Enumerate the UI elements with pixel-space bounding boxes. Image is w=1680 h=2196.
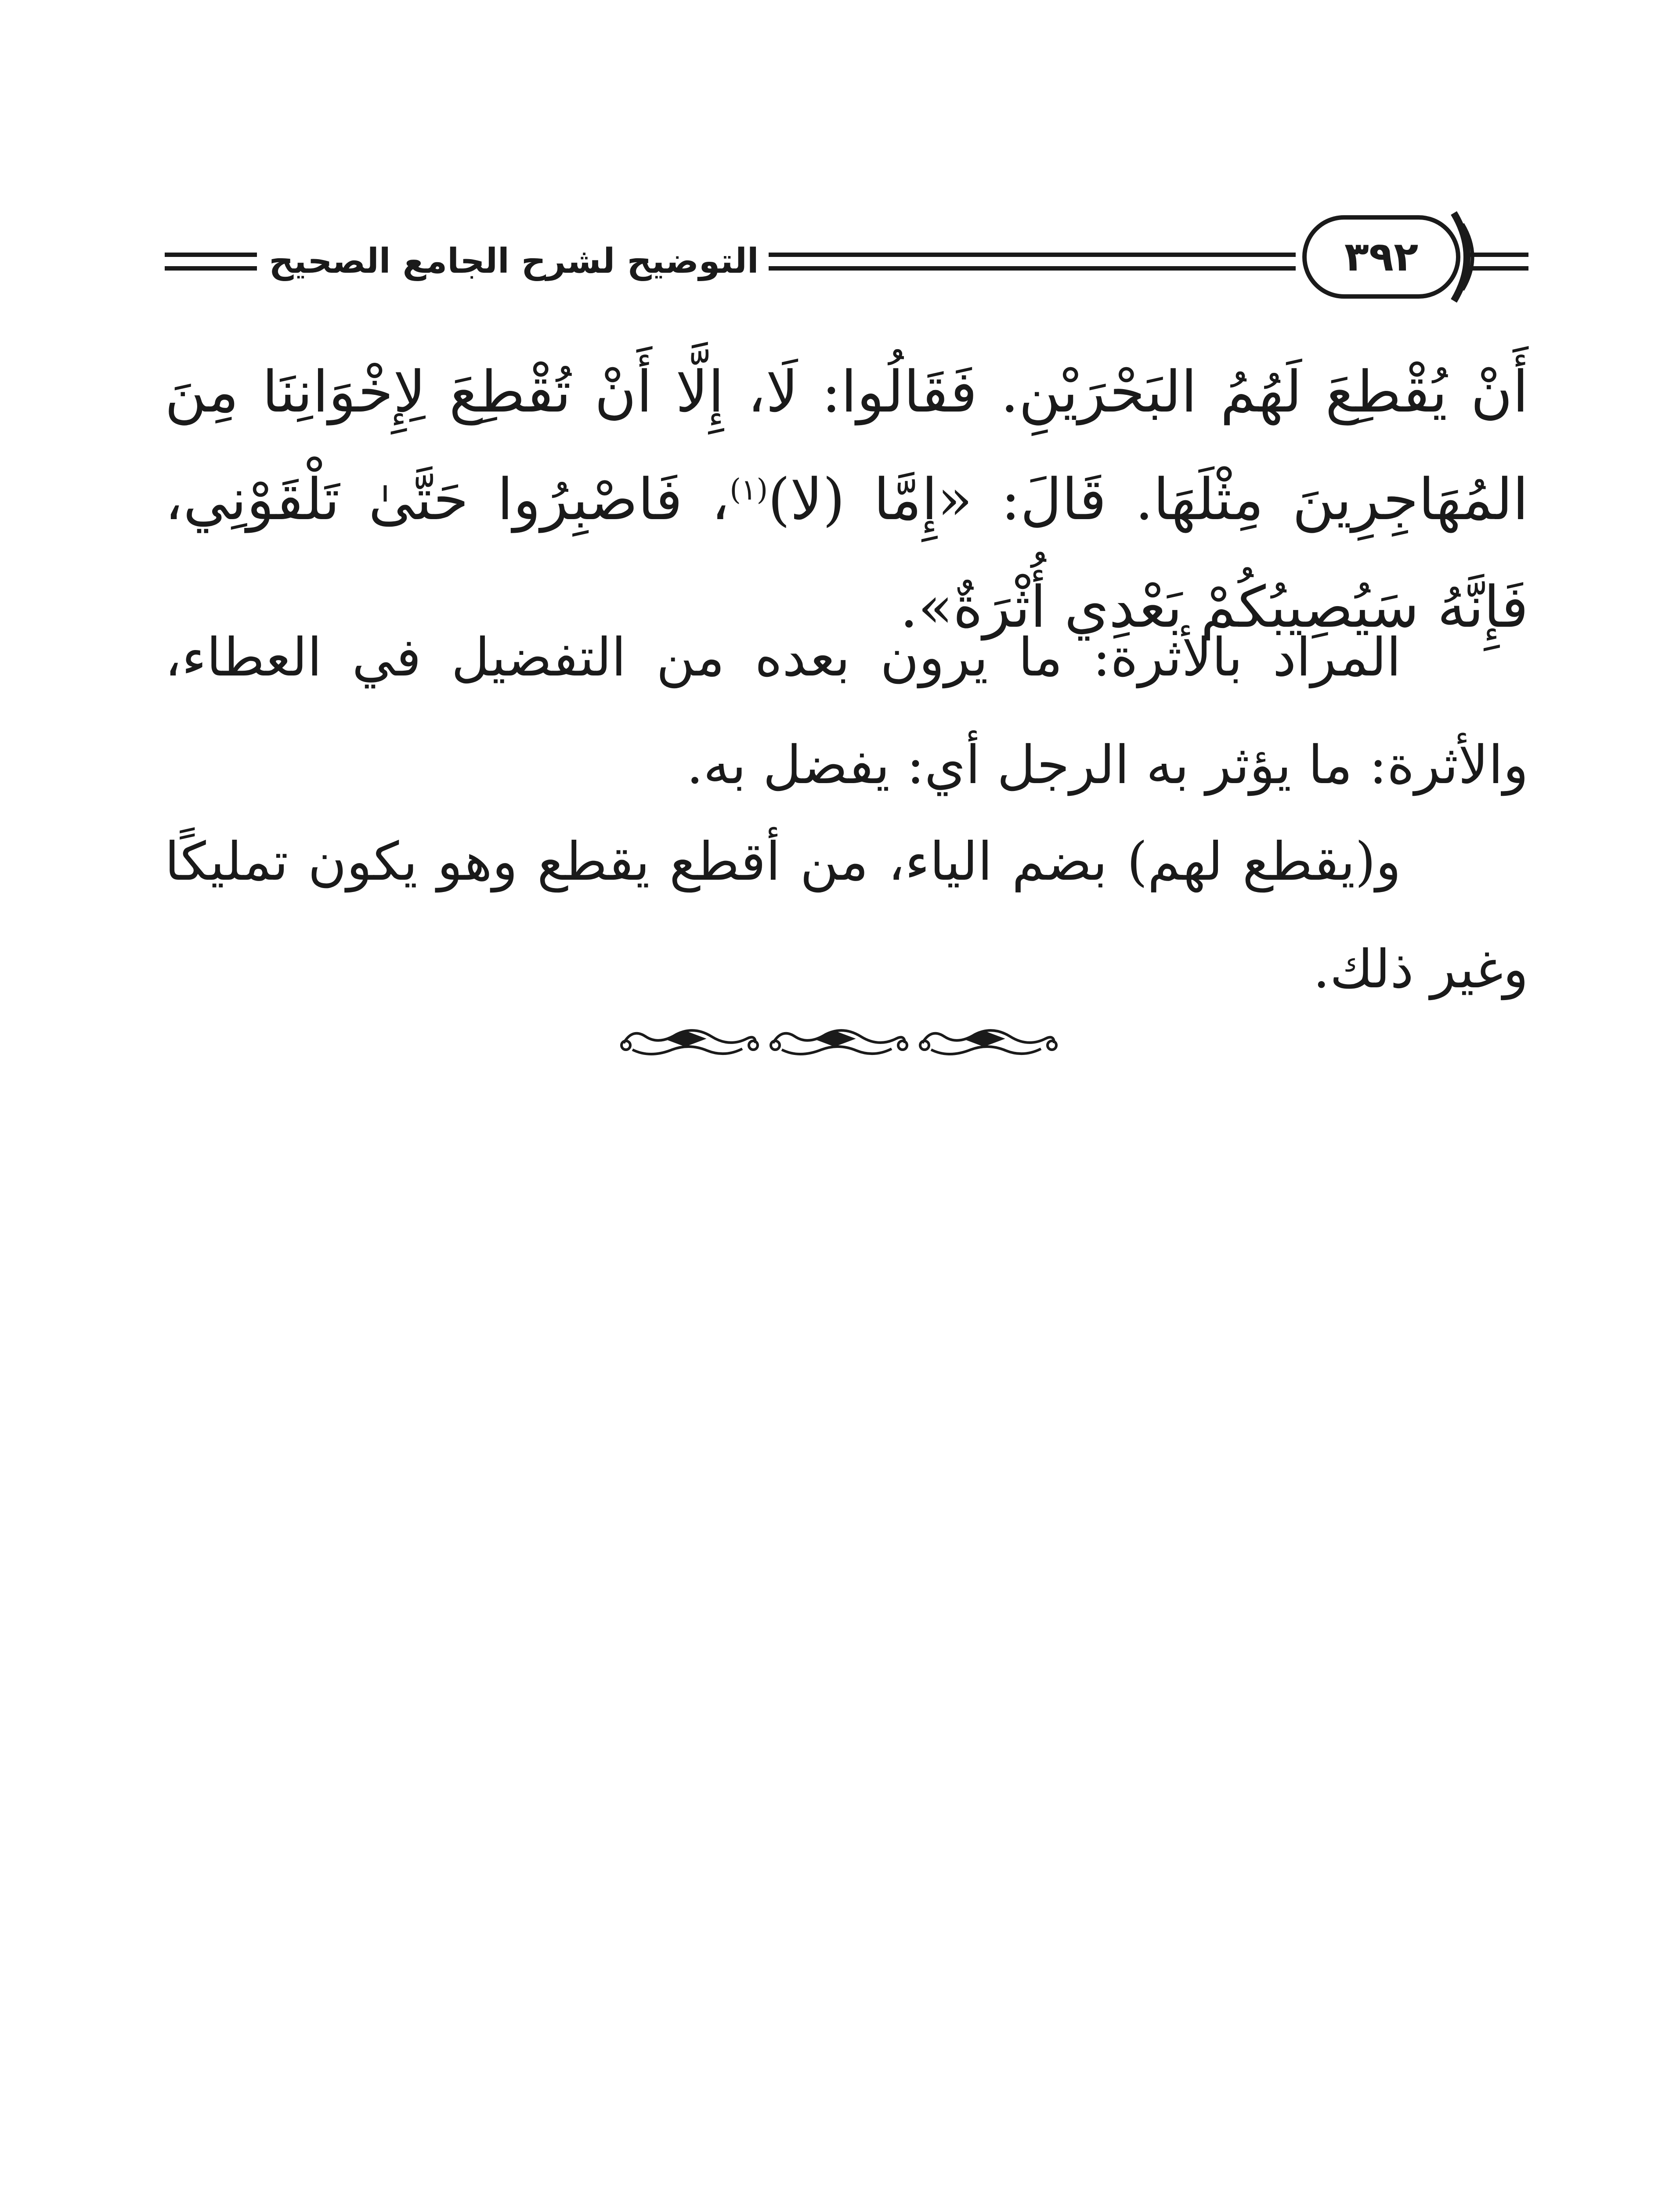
header-rule (165, 253, 257, 257)
bracket-ornament-icon (1449, 206, 1485, 307)
commentary-paragraph: و(يقطع لهم) بضم الياء، من أقطع يقطع وهو يكون تمليكًا وغير ذلك. (165, 831, 1528, 1000)
header-rule (165, 266, 257, 271)
commentary-paragraph: المراد بالأثرة: ما يرون بعده من التفضيل في العطاء، والأثرة: ما يؤثر به الرجل أي: يفضل به. (165, 627, 1528, 796)
page-number: ٣٩٢ (1302, 215, 1460, 299)
hadith-text-part: ، فَاصْبِرُوا حَتَّىٰ تَلْقَوْنِي، فَإِنَّهُ سَيُصِيبُكُمْ بَعْدِي أُثْرَةٌ». (165, 466, 1528, 640)
footnote-reference: (١) (730, 473, 768, 507)
floral-divider-ornament-icon (615, 1019, 1059, 1067)
header-rule (1469, 253, 1528, 257)
header-rule (1469, 266, 1528, 271)
hadith-text-part: أَنْ يُقْطِعَ لَهُمُ البَحْرَيْنِ. فَقَالُوا: لَا، إِلَّا أَنْ تُقْطِعَ لِإِخْوَانِنَا مِنَ المُهَاجِرِينَ مِثْلَهَا. قَالَ: «إِمَّا (لا) (165, 358, 1529, 533)
running-header (0, 0, 1680, 334)
header-rule (769, 253, 1296, 257)
header-rule (769, 266, 1296, 271)
running-title: التوضيح لشرح الجامع الصحيح (269, 242, 759, 281)
